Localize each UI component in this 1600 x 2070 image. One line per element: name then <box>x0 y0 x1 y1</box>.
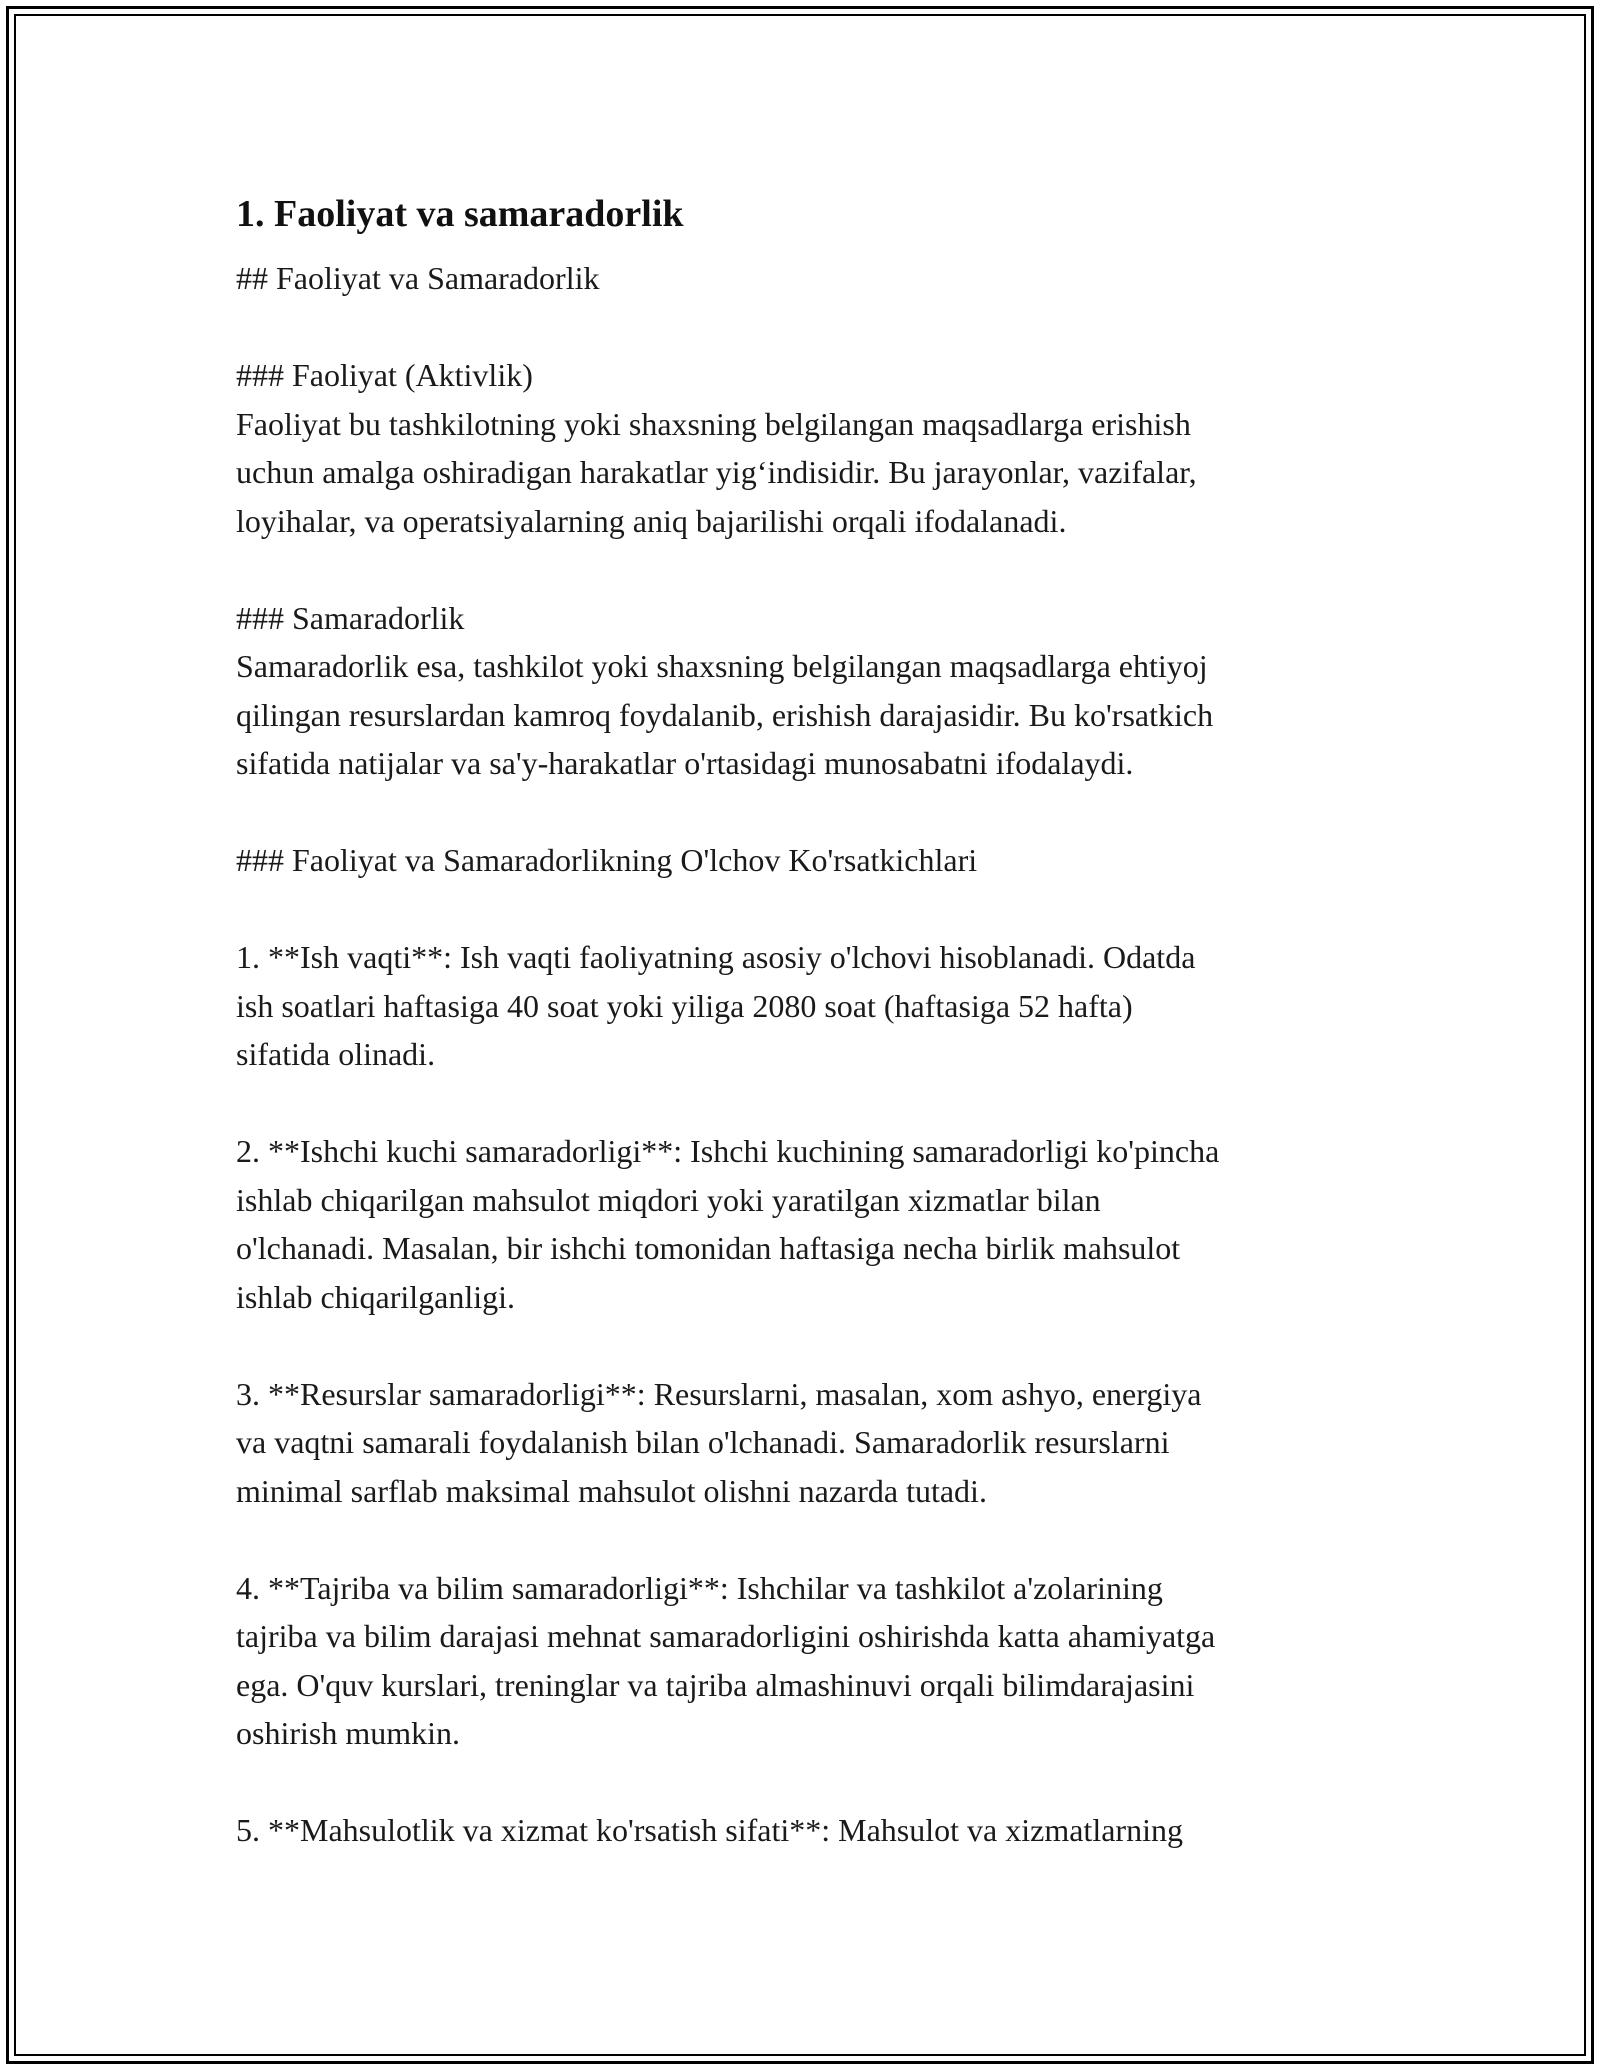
text-line: oshirish mumkin. <box>236 1715 461 1751</box>
text-line: loyihalar, va operatsiyalarning aniq bajarilishi orqali ifodalanadi. <box>236 502 1067 539</box>
blank-line <box>236 303 1416 352</box>
text-line: 1. **Ish vaqti**: Ish vaqti faoliyatning asosiy o'lchovi hisoblanadi. Odatda <box>236 939 1196 975</box>
text-line: qilingan resurslardan kamroq foydalanib, erishish darajasidir. Bu ko'rsatkich <box>236 696 1214 733</box>
text-line: ish soatlari haftasiga 40 soat yoki yiliga 2080 soat (haftasiga 52 hafta) <box>236 987 1133 1024</box>
document-body <box>236 254 1416 1855</box>
blank-line <box>236 1079 1416 1128</box>
text-line: 2. **Ishchi kuchi samaradorligi**: Ishchi kuchining samaradorligi ko'pincha <box>236 1133 1220 1169</box>
blank-line <box>236 788 1416 837</box>
text-line: ishlab chiqarilgan mahsulot miqdori yoki yaratilgan xizmatlar bilan <box>236 1181 1101 1218</box>
text-line: 3. **Resurslar samaradorligi**: Resurslarni, masalan, xom ashyo, energiya <box>236 1375 1202 1412</box>
text-line: Faoliyat bu tashkilotning yoki shaxsning belgilangan maqsadlarga erishish <box>236 405 1191 442</box>
text-line: minimal sarflab maksimal mahsulot olishni nazarda tutadi. <box>236 1472 987 1509</box>
text-line: ### Samaradorlik <box>236 599 465 636</box>
text-line: o'lchanadi. Masalan, bir ishchi tomonidan haftasiga necha birlik mahsulot <box>236 1230 1181 1266</box>
blank-line <box>236 1515 1416 1564</box>
text-line: 4. **Tajriba va bilim samaradorligi**: Ishchilar va tashkilot a'zolarining <box>236 1569 1163 1606</box>
text-line: ### Faoliyat va Samaradorlikning O'lchov Ko'rsatkichlari <box>236 842 978 878</box>
blank-line <box>236 1321 1416 1370</box>
text-line: va vaqtni samarali foydalanish bilan o'lchanadi. Samaradorlik resurslarni <box>236 1424 1170 1460</box>
text-line: ega. O'quv kurslari, treninglar va tajriba almashinuvi orqali bilimdarajasini <box>236 1666 1195 1703</box>
text-line: ishlab chiqarilganligi. <box>236 1278 516 1315</box>
text-line: sifatida natijalar va sa'y-harakatlar o'rtasidagi munosabatni ifodalaydi. <box>236 745 1134 781</box>
blank-line <box>236 885 1416 934</box>
blank-line <box>236 1758 1416 1807</box>
text-line: sifatida olinadi. <box>236 1036 436 1072</box>
text-line: Samaradorlik esa, tashkilot yoki shaxsning belgilangan maqsadlarga ehtiyoj <box>236 648 1208 684</box>
document-title: 1. Faoliyat va samaradorlik <box>236 193 684 235</box>
blank-line <box>236 545 1416 594</box>
text-line: ## Faoliyat va Samaradorlik <box>236 260 600 296</box>
text-line: uchun amalga oshiradigan harakatlar yig‘indisidir. Bu jarayonlar, vazifalar, <box>236 454 1197 490</box>
text-line: ### Faoliyat (Aktivlik) <box>236 357 533 393</box>
text-line: 5. **Mahsulotlik va xizmat ko'rsatish sifati**: Mahsulot va xizmatlarning <box>236 1812 1183 1848</box>
text-line: tajriba va bilim darajasi mehnat samaradorligini oshirishda katta ahamiyatga <box>236 1618 1216 1654</box>
document-page <box>236 184 1416 1855</box>
